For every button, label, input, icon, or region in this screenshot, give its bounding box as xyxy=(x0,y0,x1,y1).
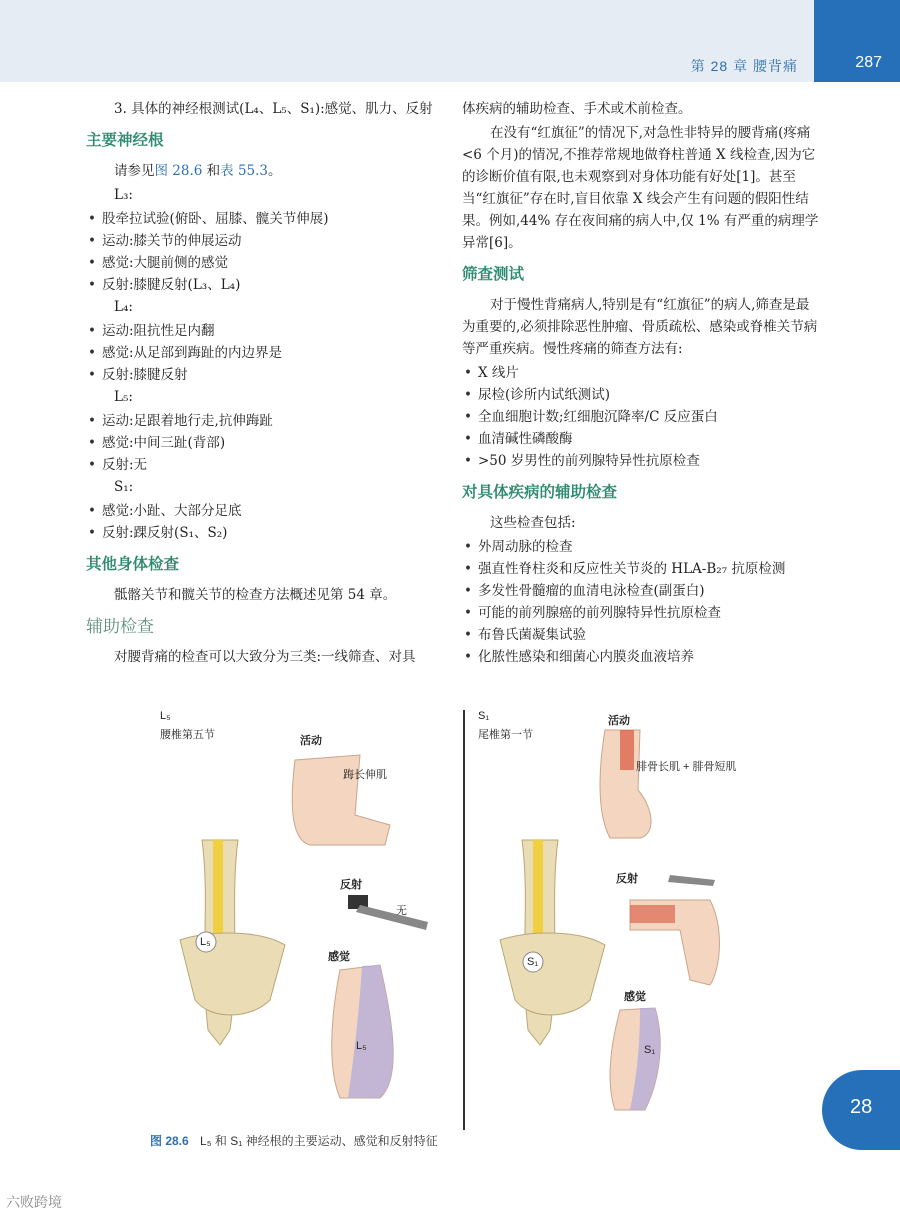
list-item: • 全血细胞计数;红细胞沉降率/C 反应蛋白 xyxy=(462,406,822,428)
right-reflex-label: 反射 xyxy=(616,873,638,885)
right-spine-label: S₁ xyxy=(527,956,539,968)
list-item: • X 线片 xyxy=(462,362,822,384)
hammer-right xyxy=(668,875,715,886)
list-item: • 运动:足跟着地行走,抗伸踇趾 xyxy=(86,410,446,432)
list-item: • 运动:阻抗性足内翻 xyxy=(86,320,446,342)
right-root-label: S₁ xyxy=(478,710,490,722)
figure-divider xyxy=(463,710,465,1130)
list-item: • 感觉:大腿前侧的感觉 xyxy=(86,252,446,274)
left-reflex-label: 反射 xyxy=(340,879,362,891)
caption-number: 图 28.6 xyxy=(150,1134,189,1148)
xray-paragraph: 在没有“红旗征”的情况下,对急性非特异的腰背痛(疼痛 <6 个月)的情况,不推荐常规地做脊柱普通 X 线检查,因为它的诊断价值有限,也未观察到对身体功能有好处[1]。甚至当“红旗征”存在时,盲目依靠 X 线会产生有问题的假阳性结果。例如,44% 存在夜间痛的病人中,仅 1% 有严重的病理学异常[6]。 xyxy=(462,125,819,251)
left-activity-label: 活动 xyxy=(300,735,322,747)
side-tab-number: 28 xyxy=(850,1096,873,1118)
list-item: • 感觉:中间三趾(背部) xyxy=(86,432,446,454)
list-item: • 多发性骨髓瘤的血清电泳检查(副蛋白) xyxy=(462,580,822,602)
screening-text: 对于慢性背痛病人,特别是有“红旗征”的病人,筛查是最为重要的,必须排除恶性肿瘤、骨质疏松、感染或脊椎关节病等严重疾病。慢性疼痛的筛查方法有: xyxy=(462,297,818,357)
root-label-l4: L₄: xyxy=(114,299,133,315)
left-spine-label: L₅ xyxy=(200,936,211,948)
right-root-name: 尾椎第一节 xyxy=(478,729,533,741)
l4-list xyxy=(86,320,446,386)
root-label-s1: S₁: xyxy=(114,479,134,495)
chapter-side-tab xyxy=(822,1070,900,1150)
figure-28-6 xyxy=(150,700,770,1130)
page-header xyxy=(0,0,900,82)
root-label-l5: L₅: xyxy=(114,389,133,405)
list-item: • 反射:膝腱反射 xyxy=(86,364,446,386)
figure-link[interactable]: 图 28.6 xyxy=(154,163,203,179)
l5-list xyxy=(86,410,446,476)
caption-text: L₅ 和 S₁ 神经根的主要运动、感觉和反射特征 xyxy=(200,1134,438,1148)
list-item: • 反射:踝反射(S₁、S₂) xyxy=(86,522,446,544)
s1-list xyxy=(86,500,446,544)
list-item: • 血清碱性磷酸酶 xyxy=(462,428,822,450)
list-item: • 运动:膝关节的伸展运动 xyxy=(86,230,446,252)
left-muscle-label: 踇长伸肌 xyxy=(343,769,387,781)
right-sensation-label: 感觉 xyxy=(624,991,646,1003)
right-foot-label: S₁ xyxy=(644,1044,656,1056)
watermark: 六败跨境 xyxy=(6,1194,62,1210)
left-root-label: L₅ xyxy=(160,710,171,722)
list-item: • 可能的前列腺癌的前列腺特异性抗原检查 xyxy=(462,602,822,624)
intro-line: 3. 具体的神经根测试(L₄、L₅、S₁):感觉、肌力、反射 xyxy=(114,101,433,117)
list-item: • 反射:膝腱反射(L₃、L₄) xyxy=(86,274,446,296)
root-label-l3: L₃: xyxy=(114,187,133,203)
aux-exam-text: 对腰背痛的检查可以大致分为三类:一线筛查、对具 xyxy=(114,649,416,665)
specific-heading: 对具体疾病的辅助检查 xyxy=(462,484,618,501)
specific-intro: 这些检查包括: xyxy=(490,515,576,531)
list-item: • 布鲁氏菌凝集试验 xyxy=(462,624,822,646)
right-column xyxy=(462,98,822,668)
left-foot-label: L₅ xyxy=(356,1040,367,1052)
l3-list xyxy=(86,208,446,296)
right-muscle-label: 腓骨长肌 + 腓骨短肌 xyxy=(636,761,737,773)
left-column xyxy=(86,98,446,670)
table-link[interactable]: 表 55.3 xyxy=(220,163,269,179)
aux-exam-heading: 辅助检查 xyxy=(86,617,154,636)
specific-list xyxy=(462,536,822,668)
left-root-name: 腰椎第五节 xyxy=(160,729,215,741)
figure-caption xyxy=(150,1132,438,1149)
list-item: • 感觉:从足部到踇趾的内边界是 xyxy=(86,342,446,364)
page-number-box xyxy=(814,0,900,82)
list-item: • 反射:无 xyxy=(86,454,446,476)
left-sensation-label: 感觉 xyxy=(328,951,350,963)
page-number: 287 xyxy=(855,54,882,71)
see-reference: 请参见图 28.6 和表 55.3。 xyxy=(114,163,282,179)
list-item: • 强直性脊柱炎和反应性关节炎的 HLA-B₂₇ 抗原检测 xyxy=(462,558,822,580)
left-reflex-value: 无 xyxy=(396,905,407,917)
other-exam-heading: 其他身体检查 xyxy=(86,556,180,573)
hammer-left xyxy=(348,895,428,930)
list-item: • 股牵拉试验(俯卧、屈膝、髋关节伸展) xyxy=(86,208,446,230)
other-exam-text: 骶髂关节和髋关节的检查方法概述见第 54 章。 xyxy=(114,587,397,603)
screening-list xyxy=(462,362,822,472)
right-activity-label: 活动 xyxy=(608,715,630,727)
list-item: • 感觉:小趾、大部分足底 xyxy=(86,500,446,522)
screening-heading: 筛查测试 xyxy=(462,266,525,283)
continued-text: 体疾病的辅助检查、手术或术前检查。 xyxy=(462,101,692,117)
main-roots-heading: 主要神经根 xyxy=(86,132,164,149)
list-item: • >50 岁男性的前列腺特异性抗原检查 xyxy=(462,450,822,472)
chapter-title: 第 28 章 腰背痛 xyxy=(690,58,798,74)
list-item: • 外周动脉的检查 xyxy=(462,536,822,558)
spine-right-illustration xyxy=(500,840,605,1045)
list-item: • 尿检(诊所内试纸测试) xyxy=(462,384,822,406)
list-item: • 化脓性感染和细菌心内膜炎血液培养 xyxy=(462,646,822,668)
